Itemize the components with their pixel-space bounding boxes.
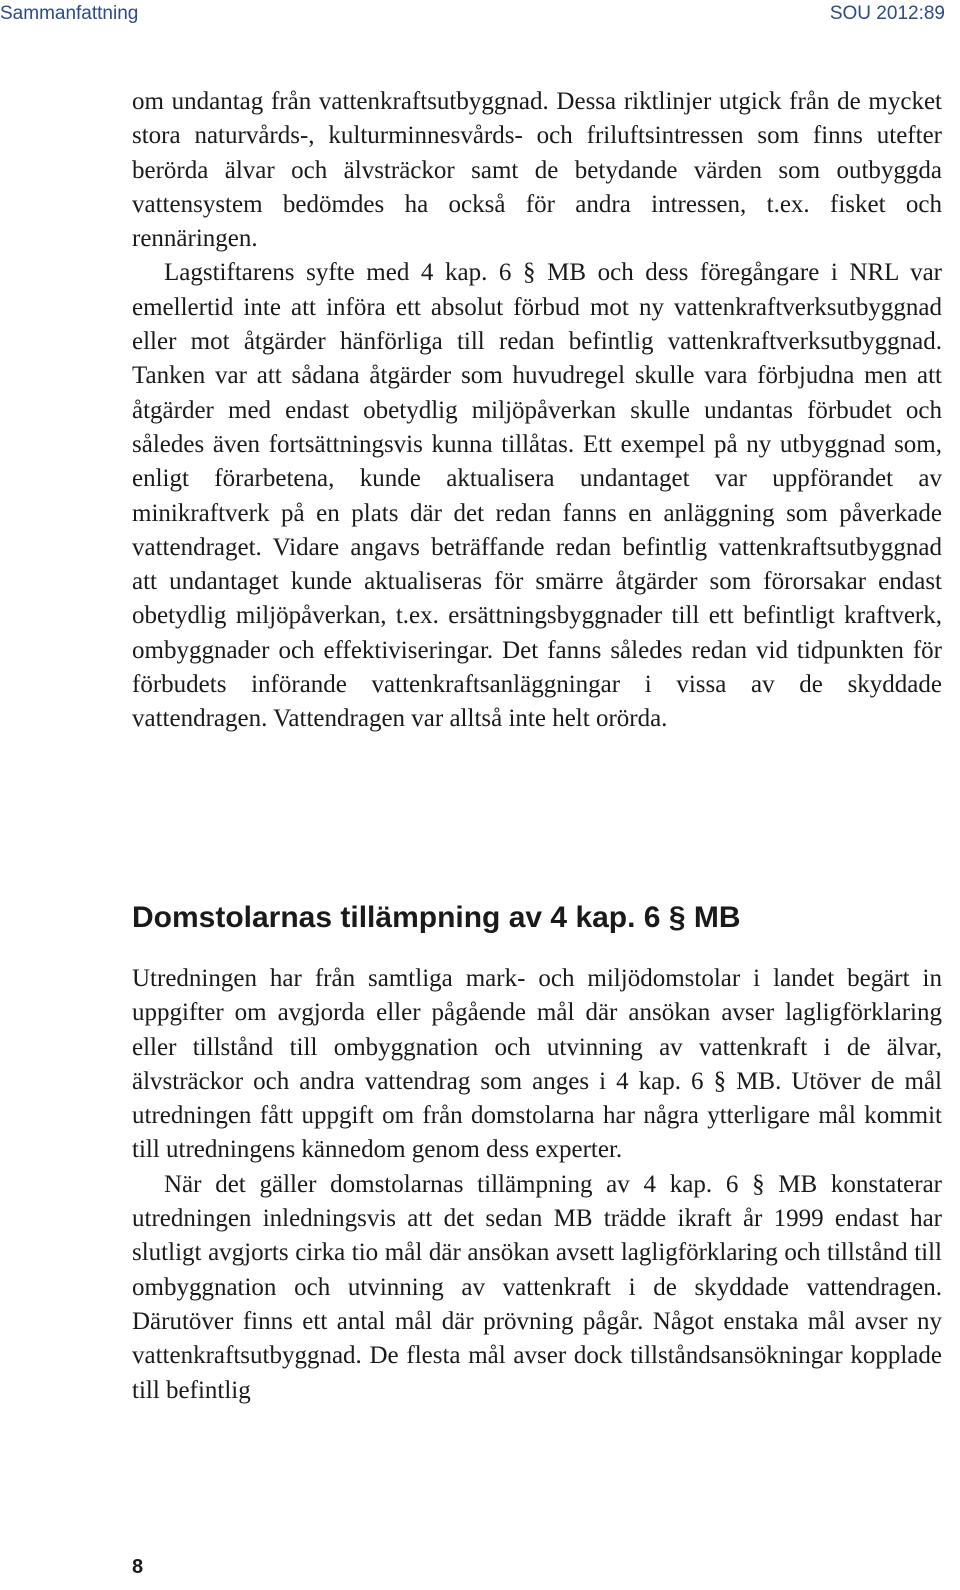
section-heading: Domstolarnas tillämpning av 4 kap. 6 § MB	[132, 901, 741, 934]
paragraph-4: När det gäller domstolarnas tillämpning av 4 kap. 6 § MB konstaterar utredningen inledningsvis att det sedan MB trädde ikraft år 1999 endast har slutligt avgjorts cirka tio mål där ansökan avsett lagligförklaring och tillstånd till ombyggnation och utvinning av vattenkraft i de skyddade vattendragen. Därutöver finns ett antal mål där prövning pågår. Något enstaka mål avser ny vattenkraftsutbyggnad. De flesta mål avser dock tillståndsansökningar kopplade till befintlig	[132, 1170, 942, 1404]
paragraph-2: Lagstiftarens syfte med 4 kap. 6 § MB och dess föregångare i NRL var emellertid inte att införa ett absolut förbud mot ny vattenkraftverksutbyggnad eller mot åtgärder hänförliga till redan befintlig vattenkraftverksutbyggnad. Tanken var att sådana åtgärder som huvudregel skulle vara förbjudna men att åtgärder med endast obetydlig miljöpåverkan skulle undantas förbudet och således även fortsättningsvis kunna tillåtas. Ett exempel på ny utbyggnad som, enligt förarbetena, kunde aktualisera undantaget var uppförandet av minikraftverk på en plats där det redan fanns en anläggning som påverkade vattendraget. Vidare angavs beträffande redan befintlig vattenkraftsutbyggnad att undantaget kunde aktualiseras för smärre åtgärder som förorsakar endast obetydlig miljöpåverkan, t.ex. ersättningsbyggnader till ett befintligt kraftverk, ombyggnader och effektiviseringar. Det fanns således redan vid tidpunkten för förbudets införande vattenkraftsanläggningar i vissa av de skyddade vattendragen. Vattendragen var alltså inte helt orörda.	[132, 259, 942, 733]
page-number: 8	[132, 1556, 144, 1578]
header-report-id: SOU 2012:89	[829, 3, 945, 24]
header-section-title: Sammanfattning	[0, 3, 139, 24]
section-body-1	[132, 85, 942, 737]
section-body-2	[132, 962, 942, 1408]
paragraph-1: om undantag från vattenkraftsutbyggnad. Dessa riktlinjer utgick från de mycket stora naturvårds-, kulturminnesvårds- och friluftsintressen som finns utefter berörda älvar och älvsträckor samt de betydande värden som outbyggda vattensystem bedömdes ha också för andra intressen, t.ex. fisket och rennäringen.	[132, 88, 942, 253]
running-header	[0, 0, 960, 28]
paragraph-3: Utredningen har från samtliga mark- och miljödomstolar i landet begärt in uppgifter om avgjorda eller pågående mål där ansökan avser lagligförklaring eller tillstånd till ombyggnation och utvinning av vattenkraft i de älvar, älvsträckor och andra vattendrag som anges i 4 kap. 6 § MB. Utöver de mål utredningen fått uppgift om från domstolarna har några ytterligare mål kommit till utredningens kännedom genom dess experter.	[132, 965, 942, 1164]
